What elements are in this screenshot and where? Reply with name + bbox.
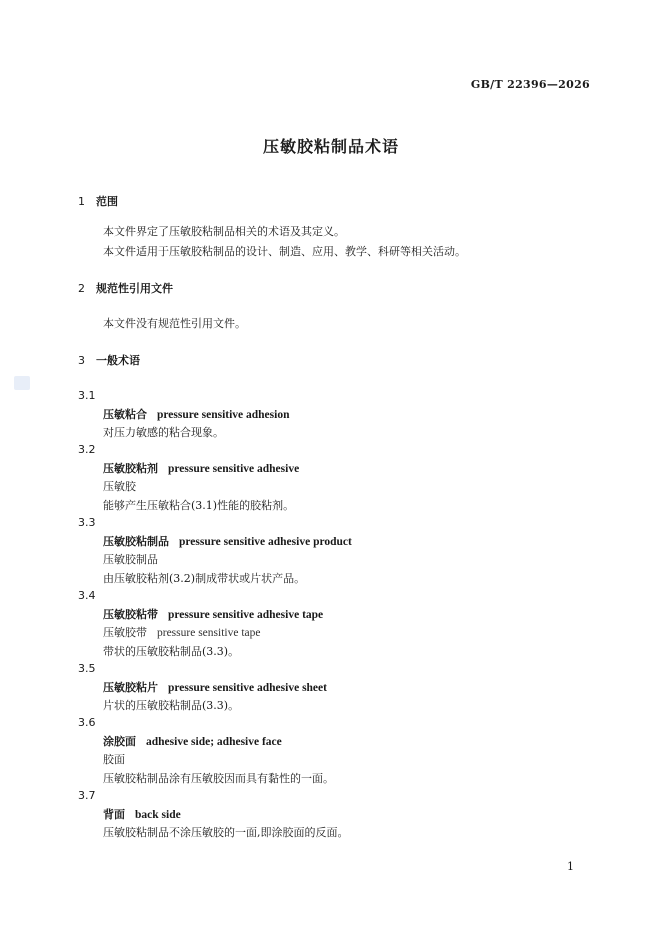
margin-mark-icon [14, 376, 30, 390]
paragraph: 本文件界定了压敏胶粘制品相关的术语及其定义。 [103, 225, 345, 238]
synonym-en: pressure sensitive tape [157, 627, 261, 639]
term-en: back side [135, 809, 181, 821]
term-en: pressure sensitive adhesive product [179, 536, 352, 548]
definition: 片状的压敏胶粘制品(3.3)。 [103, 699, 240, 712]
synonym: 压敏胶 [103, 480, 136, 493]
section-number: 3 [78, 354, 85, 367]
term-entry [103, 806, 181, 822]
entry-number: 3.5 [78, 662, 96, 675]
entry-number: 3.1 [78, 389, 96, 402]
page-number: 1 [567, 860, 574, 873]
term-en: pressure sensitive adhesive tape [168, 609, 324, 621]
term-entry [103, 406, 289, 422]
section-title: 规范性引用文件 [96, 282, 173, 295]
entry-number: 3.7 [78, 789, 96, 802]
synonym-zh: 压敏胶带 [103, 626, 147, 639]
term-zh: 压敏胶粘制品 [103, 535, 169, 548]
term-en: pressure sensitive adhesive [168, 463, 300, 475]
section-number: 1 [78, 195, 85, 208]
entry-number: 3.4 [78, 589, 96, 602]
term-entry [103, 679, 327, 695]
term-en: pressure sensitive adhesion [157, 409, 290, 421]
definition: 带状的压敏胶粘制品(3.3)。 [103, 645, 240, 658]
term-entry [103, 460, 299, 476]
term-en: adhesive side; adhesive face [146, 736, 282, 748]
section-number: 2 [78, 282, 85, 295]
term-zh: 压敏胶粘带 [103, 608, 158, 621]
synonym: 胶面 [103, 753, 125, 766]
term-zh: 压敏胶粘剂 [103, 462, 158, 475]
term-zh: 压敏粘合 [103, 408, 147, 421]
section-3-heading [78, 352, 140, 368]
synonym [103, 624, 260, 640]
definition: 对压力敏感的粘合现象。 [103, 426, 224, 439]
term-entry [103, 533, 352, 549]
section-title: 一般术语 [96, 354, 140, 367]
standard-code: GB/T 22396—2026 [470, 78, 590, 91]
term-zh: 背面 [103, 808, 125, 821]
section-1-heading [78, 193, 118, 209]
definition: 能够产生压敏粘合(3.1)性能的胶粘剂。 [103, 499, 295, 512]
term-zh: 涂胶面 [103, 735, 136, 748]
term-entry [103, 733, 282, 749]
definition: 压敏胶粘制品涂有压敏胶因而具有黏性的一面。 [103, 772, 334, 785]
term-zh: 压敏胶粘片 [103, 681, 158, 694]
entry-number: 3.3 [78, 516, 96, 529]
entry-number: 3.6 [78, 716, 96, 729]
synonym: 压敏胶制品 [103, 553, 158, 566]
paragraph: 本文件适用于压敏胶粘制品的设计、制造、应用、教学、科研等相关活动。 [103, 245, 466, 258]
definition: 压敏胶粘制品不涂压敏胶的一面,即涂胶面的反面。 [103, 826, 349, 839]
section-2-heading [78, 280, 173, 296]
section-title: 范围 [96, 195, 118, 208]
document-title: 压敏胶粘制品术语 [262, 137, 399, 156]
entry-number: 3.2 [78, 443, 96, 456]
paragraph: 本文件没有规范性引用文件。 [103, 317, 246, 330]
term-en: pressure sensitive adhesive sheet [168, 682, 327, 694]
term-entry [103, 606, 323, 622]
definition: 由压敏胶粘剂(3.2)制成带状或片状产品。 [103, 572, 306, 585]
